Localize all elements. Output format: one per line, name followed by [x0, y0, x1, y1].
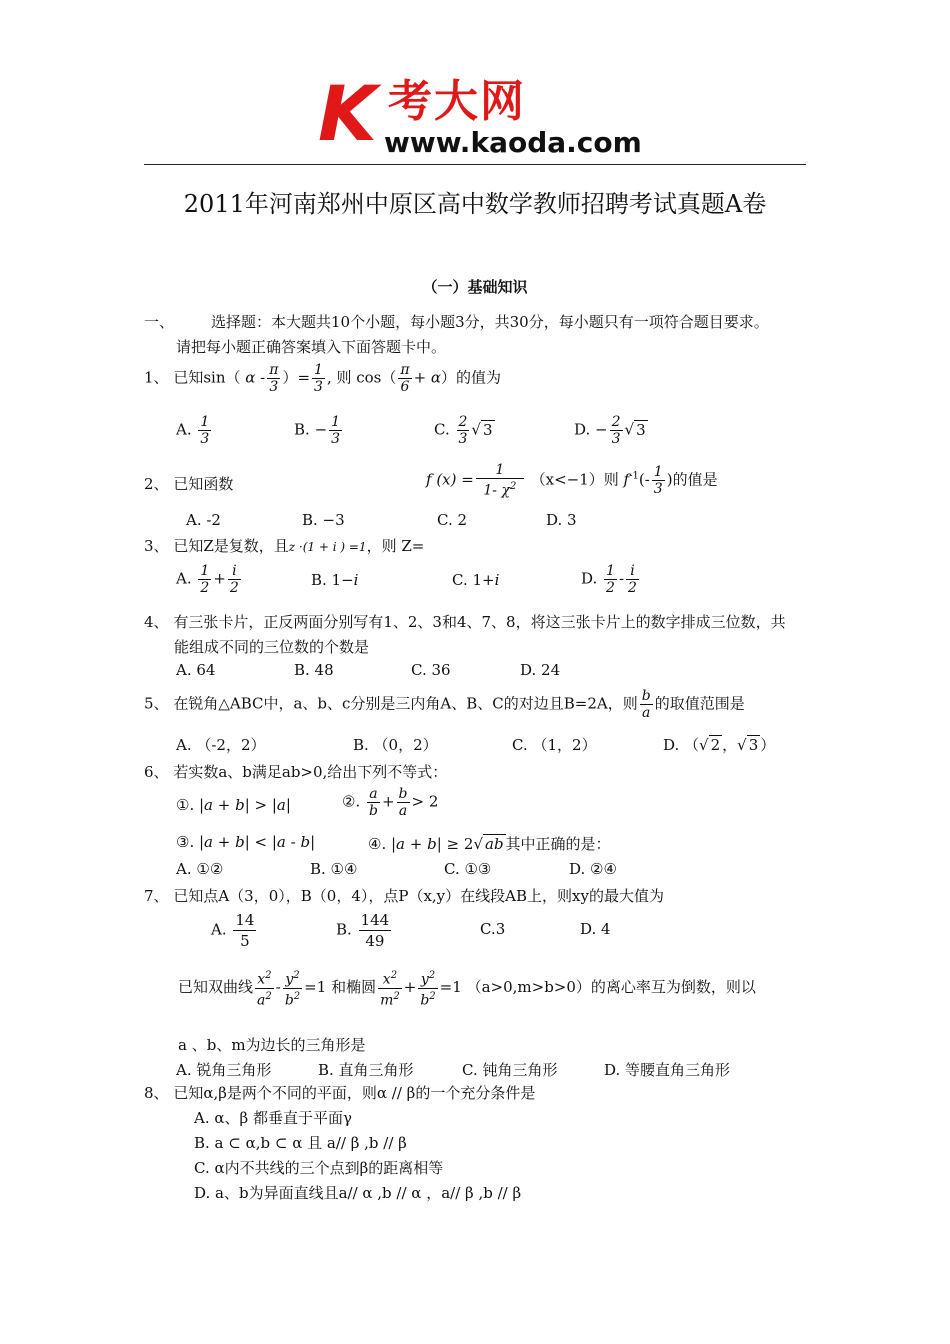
question-6: 6、 若实数a、b满足ab>0,给出下列不等式：: [144, 763, 448, 781]
header-rule: [144, 164, 806, 165]
q6-inequality-1: ①. |a + b| > |a|: [176, 796, 291, 814]
q4-option-c: C. 36: [411, 661, 451, 679]
q5-option-b: B. （0，2）: [353, 736, 438, 754]
logo-k-mark: K: [318, 69, 377, 158]
q7-option-b: B. $\frac{144}{49}$: [336, 911, 390, 950]
q6-option-a: A. ①②: [176, 860, 224, 878]
question-4-line-1: 4、 有三张卡片，正反两面分别写有1、2、3和4、7、8，将这三张卡片上的数字排成三位数，共: [144, 613, 786, 631]
q4-option-a: A. 64: [176, 661, 216, 679]
q1-option-d: D. − $\frac{2}{3}$ √ 3: [574, 414, 646, 447]
q3-option-c: C. 1+i: [452, 571, 500, 589]
question-7b-line-2: a 、b、m为边长的三角形是: [178, 1036, 366, 1054]
question-7b: 已知双曲线 $\frac{x^2}{a^2}$ - $\frac{y^2}{b^2}$ =1 和椭圆 $\frac{x^2}{m^2}$ + $\frac{y^2}{b^2}$ =1 （a>0,m>b>0）的离心率互为倒数，则以: [178, 970, 756, 1009]
q8-option-b: B. a ⊂ α,b ⊂ α 且 a// β ,b // β: [194, 1134, 407, 1152]
question-5: 5、 在锐角△ABC中，a、b、c分别是三内角A、B、C的对边且B=2A，则 $\frac{b}{a}$ 的取值范围是: [144, 688, 745, 721]
q6-inequality-4: ④. |a + b| ≥ 2√ ab 其中正确的是：: [368, 835, 611, 853]
q3-option-a: A. $\frac{1}{2}$ + $\frac{i}{2}$: [176, 563, 239, 596]
q7b-option-c: C. 钝角三角形: [462, 1061, 558, 1079]
intro-number: 一、: [144, 313, 175, 331]
intro-line-1: 选择题：本大题共10个小题，每小题3分，共30分，每小题只有一项符合题目要求。: [211, 313, 769, 331]
q1-option-b: B. − $\frac{1}{3}$: [294, 414, 341, 447]
q7-option-d: D. 4: [580, 920, 611, 938]
q7b-option-a: A. 锐角三角形: [176, 1061, 272, 1079]
question-4-line-2: 能组成不同的三位数的个数是: [174, 638, 370, 656]
q5-option-a: A. （-2，2）: [176, 736, 266, 754]
q7-option-a: A. $\frac{14}{5}$: [211, 911, 255, 950]
q1-option-c: C. $\frac{2}{3}$ √ 3: [434, 414, 493, 447]
q6-inequality-3: ③. |a + b| < |a - b|: [176, 833, 316, 851]
q6-option-d: D. ②④: [569, 860, 617, 878]
q1-option-a: A. $\frac{1}{3}$: [176, 414, 210, 447]
q6-inequality-2: ②. $\frac{a}{b}$ + $\frac{b}{a}$ > 2: [342, 786, 439, 819]
q2-option-c: C. 2: [437, 511, 468, 529]
question-8: 8、 已知α,β是两个不同的平面，则α // β的一个充分条件是: [144, 1084, 536, 1102]
intro-line-2: 请把每小题正确答案填入下面答题卡中。: [176, 338, 447, 356]
q8-option-c: C. α内不共线的三个点到β的距离相等: [194, 1159, 444, 1177]
page-title: 2011年河南郑州中原区高中数学教师招聘考试真题A卷: [183, 190, 767, 218]
q5-option-c: C. （1，2）: [512, 736, 597, 754]
q4-option-d: D. 24: [520, 661, 561, 679]
question-7: 7、 已知点A（3，0），B（0，4），点P（x,y）在线段AB上，则xy的最大值为: [144, 887, 664, 905]
q4-option-b: B. 48: [294, 661, 334, 679]
q7b-option-b: B. 直角三角形: [318, 1061, 414, 1079]
q8-option-d: D. a、b为异面直线且a// α ,b // α ，a// β ,b // β: [194, 1184, 522, 1202]
q6-option-b: B. ①④: [310, 860, 358, 878]
q2-option-d: D. 3: [546, 511, 577, 529]
logo-title: 考大网: [388, 76, 526, 127]
q8-option-a: A. α、β 都垂直于平面γ: [194, 1109, 352, 1127]
q2-option-a: A. -2: [186, 511, 221, 529]
q6-option-c: C. ①③: [444, 860, 492, 878]
question-1: 1、 已知sin（ α - $\frac{\pi}{3}$ ）= $\frac{1}{3}$ , 则 cos（ $\frac{\pi}{6}$ + α）的值为: [144, 362, 502, 395]
section-heading: （一）基础知识: [422, 278, 528, 296]
q3-option-d: D. $\frac{1}{2}$ - $\frac{i}{2}$: [581, 563, 637, 596]
question-3: 3、 已知Z是复数，且z ·(1 + i ) =1，则 Z=: [144, 537, 425, 555]
question-2-label: 2、 已知函数: [144, 475, 234, 493]
q7b-option-d: D. 等腰直角三角形: [604, 1061, 731, 1079]
logo-url: www.kaoda.com: [384, 126, 642, 159]
q2-option-b: B. −3: [302, 511, 345, 529]
q5-option-d: D. （√ 2 ，√ 3 ）: [663, 736, 776, 754]
question-2-formula: f (x) = $\frac{1}{1- \chi^2}$ （x<−1）则 $f^{-1}(-$ $\frac{1}{3}$ )的值是: [426, 462, 718, 499]
q7-option-c: C.3: [480, 920, 506, 938]
q3-option-b: B. 1−i: [311, 571, 359, 589]
